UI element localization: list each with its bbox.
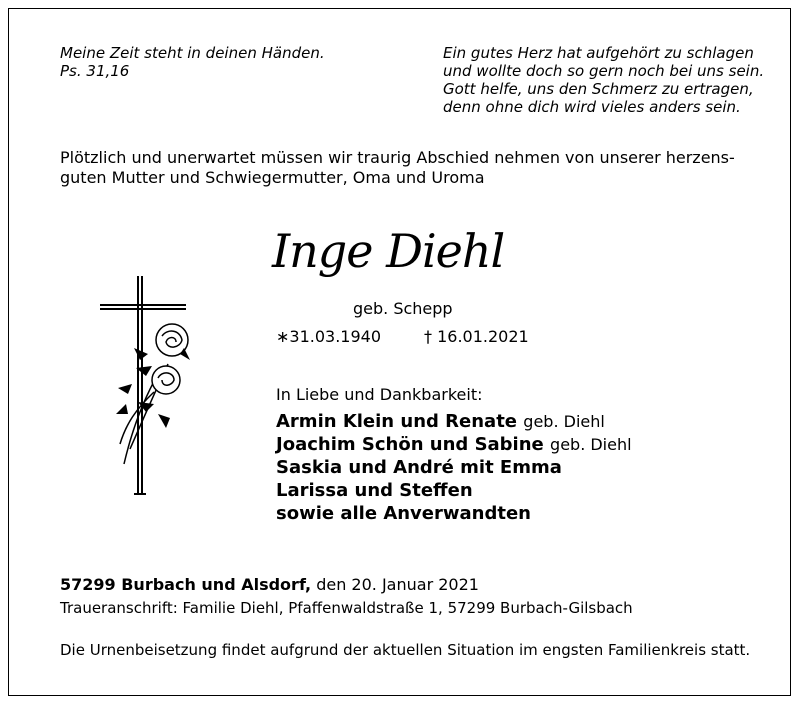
mourner-name: Saskia und André mit Emma	[276, 457, 562, 478]
poem-line: und wollte doch so gern noch bei uns sein.	[443, 62, 765, 80]
cross-with-roses-icon	[96, 274, 206, 504]
poem-line: Gott helfe, uns den Schmerz zu ertragen,	[443, 80, 754, 98]
mourner-name: sowie alle Anverwandten	[276, 503, 531, 524]
death-date-value: 16.01.2021	[437, 327, 529, 346]
mourner-entry	[276, 456, 632, 479]
bible-quote-text: Meine Zeit steht in deinen Händen.	[60, 44, 325, 62]
bible-quote	[60, 44, 325, 80]
mourner-entry	[276, 433, 632, 456]
birth-date	[276, 327, 381, 347]
poem-line: denn ohne dich wird vieles anders sein.	[443, 98, 741, 116]
mourner-name: Armin Klein und Renate	[276, 411, 518, 432]
mourners-list	[276, 410, 632, 525]
intro-line: Plötzlich und unerwartet müssen wir traurig Abschied nehmen von unserer herzens-	[60, 148, 735, 167]
mourner-entry	[276, 502, 632, 525]
intro-line: guten Mutter und Schwiegermutter, Oma und Uroma	[60, 168, 485, 187]
mourners-heading: In Liebe und Dankbarkeit:	[276, 385, 483, 404]
birth-name: geb. Schepp	[353, 299, 453, 318]
mourner-birth-name: geb. Diehl	[550, 435, 632, 454]
burial-notice: Die Urnenbeisetzung findet aufgrund der aktuellen Situation im engsten Familienkreis statt.	[60, 641, 751, 659]
memorial-poem	[443, 44, 764, 116]
intro-text	[60, 148, 735, 188]
bible-quote-reference: Ps. 31,16	[60, 62, 130, 80]
deceased-name: Inge Diehl	[272, 224, 505, 278]
poem-line: Ein gutes Herz hat aufgehört zu schlagen	[443, 44, 754, 62]
place-date	[60, 575, 479, 595]
place-location: 57299 Burbach und Alsdorf,	[60, 575, 312, 594]
mourner-name: Joachim Schön und Sabine	[276, 434, 544, 455]
place-date-value: den 20. Januar 2021	[316, 575, 479, 594]
mourner-birth-name: geb. Diehl	[523, 412, 605, 431]
birth-date-value: 31.03.1940	[289, 327, 382, 346]
death-cross-icon: †	[424, 327, 432, 346]
mourner-entry	[276, 410, 632, 433]
mourner-name: Larissa und Steffen	[276, 480, 473, 501]
death-date	[424, 327, 529, 347]
birth-star-icon: ∗	[276, 327, 290, 346]
mourner-entry	[276, 479, 632, 502]
mourning-address: Traueranschrift: Familie Diehl, Pfaffenwaldstraße 1, 57299 Burbach-Gilsbach	[60, 599, 633, 617]
